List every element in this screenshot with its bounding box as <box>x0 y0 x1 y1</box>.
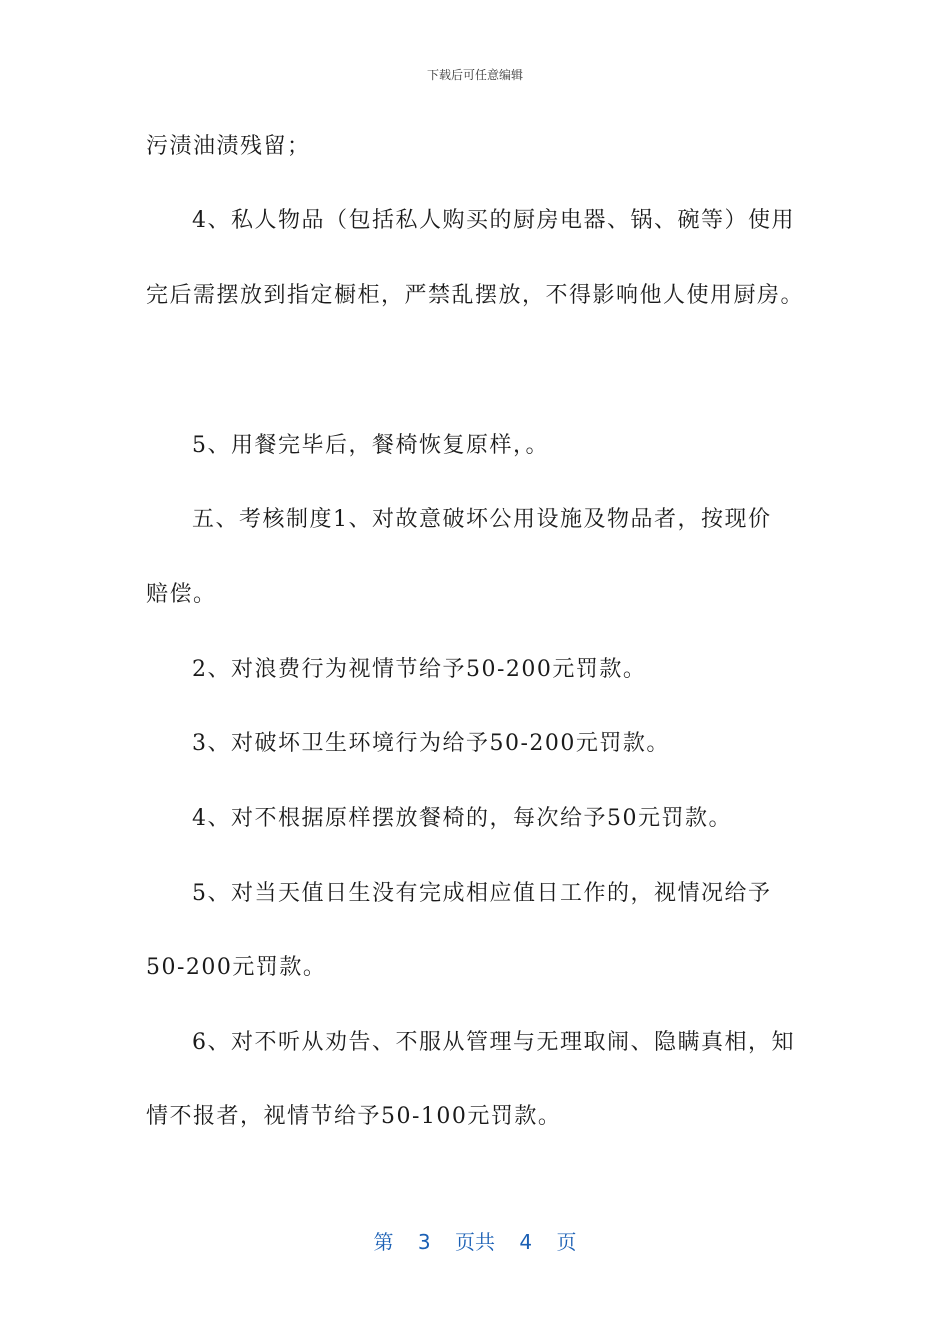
page-number-current: 3 <box>417 1230 431 1254</box>
body-line: 赔偿。 <box>146 582 217 607</box>
page-header: 下载后可任意编辑 <box>426 68 523 82</box>
body-line: 4、对不根据原样摆放餐椅的，每次给予50元罚款。 <box>192 806 732 831</box>
body-line: 2、对浪费行为视情节给予50-200元罚款。 <box>192 657 647 682</box>
body-line: 污渍油渍残留； <box>146 134 311 159</box>
body-line: 6、对不听从劝告、不服从管理与无理取闹、隐瞒真相，知 <box>192 1030 795 1055</box>
body-line: 4、私人物品（包括私人购买的厨房电器、锅、碗等）使用 <box>192 208 795 233</box>
page-footer <box>0 1226 950 1255</box>
body-line: 50-200元罚款。 <box>146 955 327 980</box>
body-line: 完后需摆放到指定橱柜，严禁乱摆放，不得影响他人使用厨房。 <box>146 283 805 308</box>
section-heading-line: 五、考核制度1、对故意破坏公用设施及物品者，按现价 <box>192 507 772 532</box>
body-line: 5、用餐完毕后，餐椅恢复原样，。 <box>192 433 549 458</box>
body-line: 5、对当天值日生没有完成相应值日工作的，视情况给予 <box>192 881 772 906</box>
body-line: 情不报者，视情节给予50-100元罚款。 <box>146 1104 562 1129</box>
page-number-prefix: 第 <box>373 1230 394 1254</box>
page-number-total: 4 <box>519 1230 533 1254</box>
body-line: 3、对破坏卫生环境行为给予50-200元罚款。 <box>192 731 670 756</box>
page-number-mid: 页共 <box>455 1230 495 1254</box>
page-number-suffix: 页 <box>556 1230 577 1254</box>
